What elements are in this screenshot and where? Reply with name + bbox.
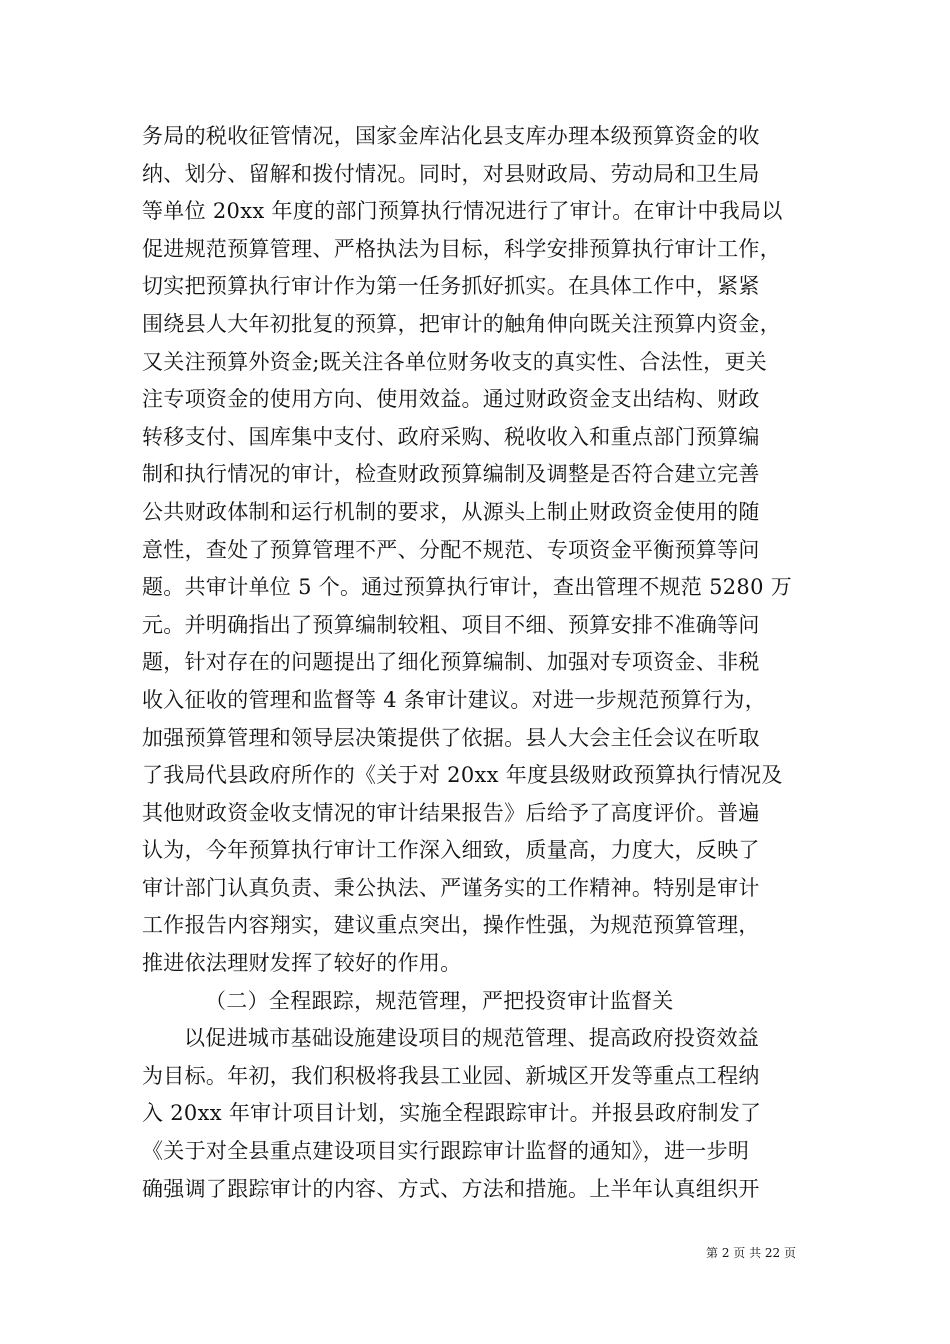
text-line: 为目标。年初，我们积极将我县工业园、新城区开发等重点工程纳 [142, 1063, 760, 1088]
text-line: 制和执行情况的审计，检查财政预算编制及调整是否符合建立完善 [142, 462, 760, 487]
text-line: 收入征收的管理和监督等 4 条审计建议。对进一步规范预算行为， [142, 687, 767, 712]
text-line: 又关注预算外资金;既关注各单位财务收支的真实性、合法性，更关 [142, 349, 768, 374]
text-line: 《关于对全县重点建设项目实行跟踪审计监督的通知》，进一步明 [142, 1139, 750, 1164]
paragraph-first-line: 以促进城市基础设施建设项目的规范管理、提高政府投资效益 [184, 1026, 760, 1051]
text-line: 其他财政资金收支情况的审计结果报告》后给予了高度评价。普遍 [142, 800, 760, 825]
text-line: 务局的税收征管情况，国家金库沾化县支库办理本级预算资金的收 [142, 124, 760, 148]
text-line: 题。共审计单位 5 个。通过预算执行审计，查出管理不规范 5280 万 [142, 575, 793, 600]
text-line: 促进规范预算管理、严格执法为目标，科学安排预算执行审计工作， [142, 236, 781, 261]
text-line: 纳、划分、留解和拨付情况。同时，对县财政局、劳动局和卫生局 [142, 161, 760, 186]
text-line: 题，针对存在的问题提出了细化预算编制、加强对专项资金、非税 [142, 650, 760, 675]
text-line: 围绕县人大年初批复的预算，把审计的触角伸向既关注预算内资金， [142, 311, 781, 336]
text-line: 确强调了跟踪审计的内容、方式、方法和措施。上半年认真组织开 [142, 1176, 760, 1201]
text-line: 入 20xx 年审计项目计划，实施全程跟踪审计。并报县政府制发了 [142, 1101, 762, 1126]
text-line: 加强预算管理和领导层决策提供了依据。县人大会主任会议在听取 [142, 725, 760, 750]
text-line: 推进依法理财发挥了较好的作用。 [142, 951, 462, 976]
text-line: 公共财政体制和运行机制的要求，从源头上制止财政资金使用的随 [142, 499, 760, 524]
text-line: 元。并明确指出了预算编制较粗、项目不细、预算安排不准确等问 [142, 612, 760, 637]
text-line: 认为，今年预算执行审计工作深入细致，质量高，力度大，反映了 [142, 838, 760, 863]
page-footer: 第 2 页 共 22 页 [706, 1246, 796, 1260]
text-line: 等单位 20xx 年度的部门预算执行情况进行了审计。在审计中我局以 [142, 199, 783, 224]
text-line: 转移支付、国库集中支付、政府采购、税收收入和重点部门预算编 [142, 424, 760, 449]
text-line: 了我局代县政府所作的《关于对 20xx 年度县级财政预算执行情况及 [142, 763, 783, 788]
document-body [142, 118, 810, 1208]
text-line: 切实把预算执行审计作为第一任务抓好抓实。在具体工作中，紧紧 [142, 274, 760, 299]
section-heading: （二）全程跟踪，规范管理，严把投资审计监督关 [205, 988, 674, 1013]
text-line: 注专项资金的使用方向、使用效益。通过财政资金支出结构、财政 [142, 387, 760, 412]
text-line: 意性，查处了预算管理不严、分配不规范、专项资金平衡预算等问 [142, 537, 760, 562]
text-line: 审计部门认真负责、秉公执法、严谨务实的工作精神。特别是审计 [142, 875, 760, 900]
text-line: 工作报告内容翔实，建议重点突出，操作性强，为规范预算管理， [142, 913, 760, 938]
